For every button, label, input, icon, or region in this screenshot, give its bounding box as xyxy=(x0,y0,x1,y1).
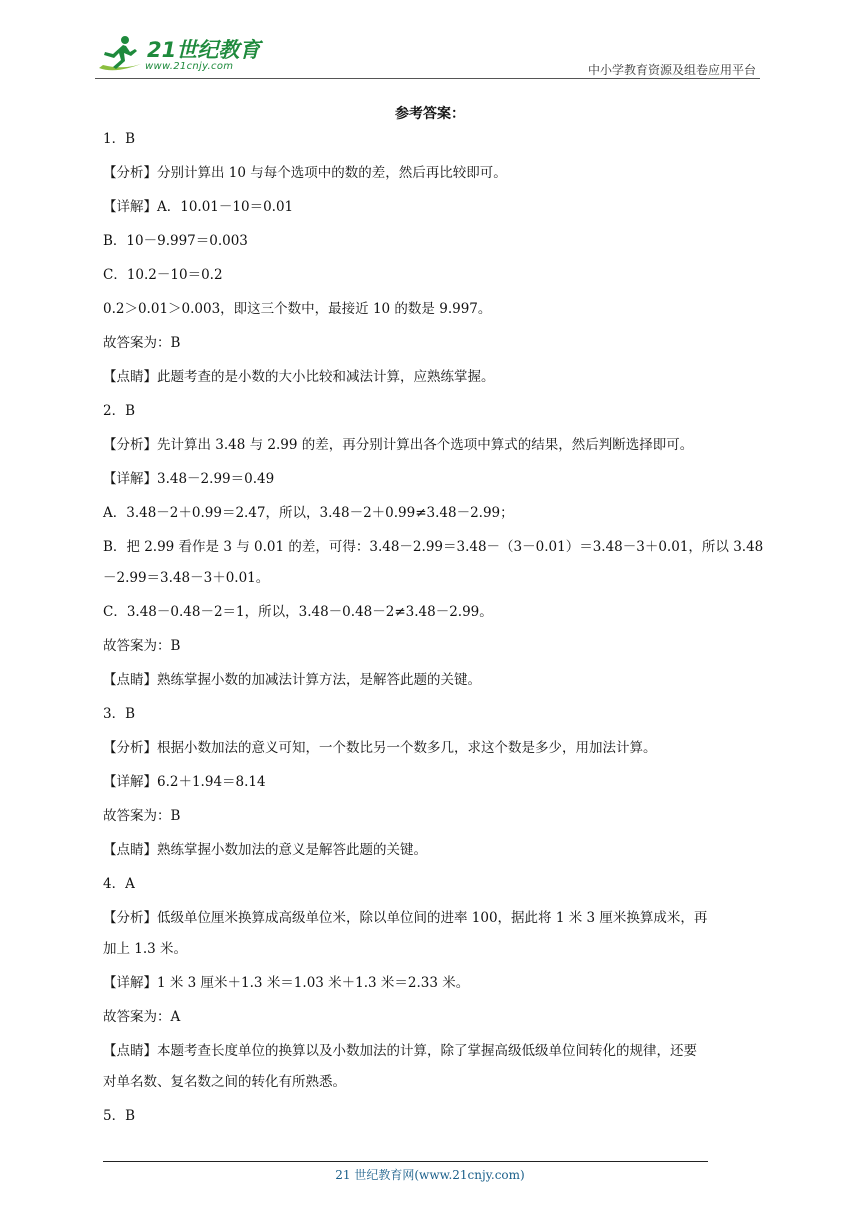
text-line: 【详解】1 米 3 厘米＋1.3 米＝1.03 米＋1.3 米＝2.33 米。 xyxy=(103,975,470,991)
text-line: 【分析】根据小数加法的意义可知，一个数比另一个数多几，求这个数是多少，用加法计算。 xyxy=(103,740,657,756)
footer-link[interactable]: 21 世纪教育网(www.21cnjy.com) xyxy=(335,1168,525,1182)
runner-icon xyxy=(95,34,147,76)
text-line: 【点睛】熟练掌握小数加法的意义是解答此题的关键。 xyxy=(103,842,427,858)
logo-url: www.21cnjy.com xyxy=(145,61,234,72)
text-line: C．3.48－0.48－2＝1，所以，3.48－0.48－2≠3.48－2.99。 xyxy=(103,604,493,620)
text-line: 【点睛】熟练掌握小数的加减法计算方法，是解答此题的关键。 xyxy=(103,672,481,688)
text-line: B．10－9.997＝0.003 xyxy=(103,233,248,249)
text-line: 2．B xyxy=(103,403,136,419)
footer-divider xyxy=(103,1161,708,1162)
text-line: 【点睛】此题考查的是小数的大小比较和减法计算，应熟练掌握。 xyxy=(103,369,495,385)
text-line: 【详解】3.48－2.99＝0.49 xyxy=(103,471,275,487)
text-line: 故答案为：A xyxy=(103,1009,181,1025)
text-line: 3．B xyxy=(103,706,136,722)
text-line: 【分析】低级单位厘米换算成高级单位米，除以单位间的进率 100，据此将 1 米 3 厘米换算成米，再 xyxy=(103,910,708,926)
text-line: 【点睛】本题考查长度单位的换算以及小数加法的计算，除了掌握高级低级单位间转化的规律，还要 xyxy=(103,1043,697,1059)
text-line: C．10.2－10＝0.2 xyxy=(103,267,223,283)
text-line: 【详解】A．10.01－10＝0.01 xyxy=(103,199,294,215)
logo-title: 21世纪教育 xyxy=(147,38,261,62)
page-title: 参考答案： xyxy=(395,106,465,122)
logo xyxy=(95,34,265,78)
text-line: 【分析】分别计算出 10 与每个选项中的数的差，然后再比较即可。 xyxy=(103,165,507,181)
text-line: 0.2＞0.01＞0.003，即这三个数中，最接近 10 的数是 9.997。 xyxy=(103,301,492,317)
text-line: A．3.48－2＋0.99＝2.47，所以，3.48－2＋0.99≠3.48－2.99； xyxy=(103,505,514,521)
text-line: 1．B xyxy=(103,131,136,147)
text-line: 5．B xyxy=(103,1108,136,1124)
text-line: 【分析】先计算出 3.48 与 2.99 的差，再分别计算出各个选项中算式的结果，然后判断选择即可。 xyxy=(103,437,694,453)
platform-name: 中小学教育资源及组卷应用平台 xyxy=(587,63,756,77)
text-line: 加上 1.3 米。 xyxy=(103,941,188,957)
text-line: 对单名数、复名数之间的转化有所熟悉。 xyxy=(103,1074,346,1090)
text-line: 4．A xyxy=(103,876,135,892)
text-line: －2.99＝3.48－3＋0.01。 xyxy=(103,570,270,586)
page-header xyxy=(95,34,760,80)
text-line: 【详解】6.2＋1.94＝8.14 xyxy=(103,774,266,790)
text-line: 故答案为：B xyxy=(103,335,181,351)
text-line: 故答案为：B xyxy=(103,638,181,654)
text-line: 故答案为：B xyxy=(103,808,181,824)
header-divider xyxy=(95,78,760,79)
text-line: B．把 2.99 看作是 3 与 0.01 的差，可得：3.48－2.99＝3.48－（3－0.01）＝3.48－3＋0.01，所以 3.48 xyxy=(103,539,764,555)
